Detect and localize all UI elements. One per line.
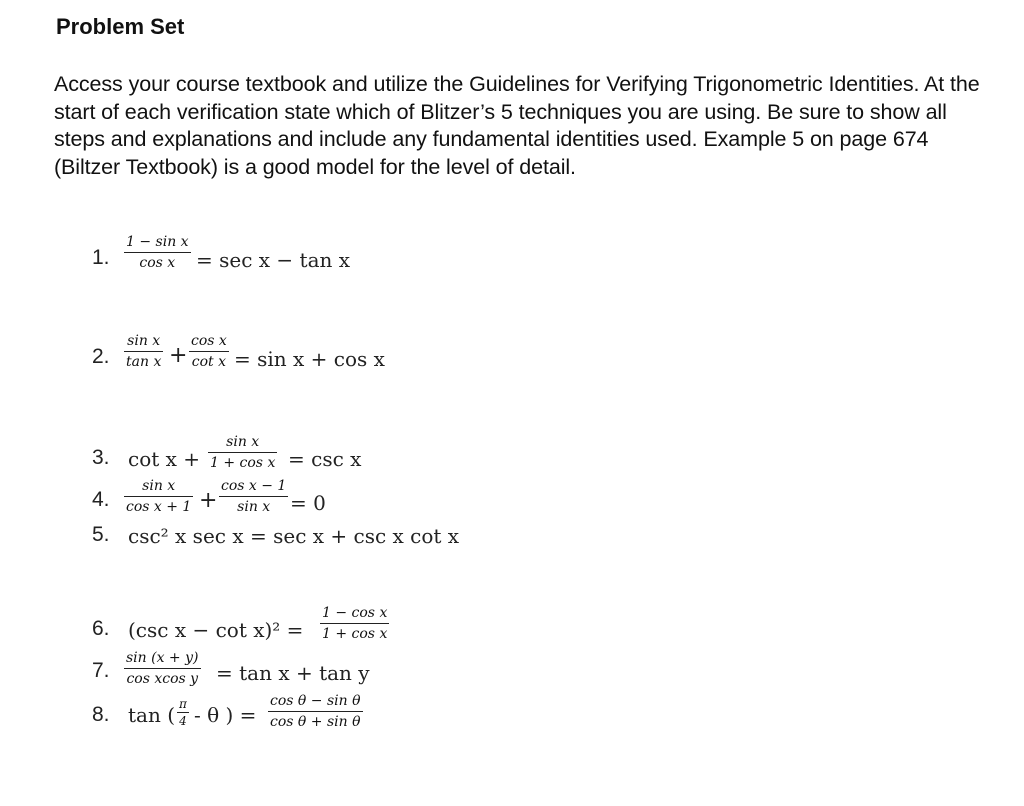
- right-hand-side: = csc x: [288, 447, 362, 471]
- left-hand-side: tan (: [128, 703, 176, 727]
- fraction: [189, 333, 229, 370]
- equation: csc² x sec x = sec x + csc x cot x: [128, 524, 460, 548]
- left-hand-side-end: - θ ) =: [194, 703, 257, 727]
- problem-number: 2.: [92, 345, 110, 368]
- numerator: 1 − sin x: [124, 234, 191, 253]
- numerator: π: [179, 697, 187, 711]
- fraction: [124, 333, 163, 370]
- left-hand-side: cot x +: [128, 447, 201, 471]
- denominator: 4: [179, 714, 187, 728]
- plus-sign: +: [169, 343, 188, 368]
- right-hand-side: = tan x + tan y: [216, 661, 370, 685]
- numerator: sin (x + y): [124, 650, 201, 669]
- numerator: 1 − cos x: [320, 605, 389, 624]
- right-hand-side: = sin x + cos x: [234, 347, 385, 371]
- numerator: sin x: [124, 333, 163, 352]
- problem-number: 7.: [92, 659, 110, 682]
- denominator: cot x: [191, 354, 227, 370]
- problem-number: 6.: [92, 617, 110, 640]
- instructions-paragraph: Access your course textbook and utilize the Guidelines for Verifying Trigonometric Identities. At the start of each verification state which of Blitzer’s 5 techniques you are using. Be sure to show all steps and explanations and include any fundamental identities used. Example 5 on page 674 (Biltzer Textbook) is a good model for the level of detail.: [54, 72, 980, 180]
- fraction: [320, 605, 389, 642]
- numerator: cos x − 1: [219, 478, 288, 497]
- pi-over-four: [177, 697, 189, 728]
- fraction: [208, 434, 277, 471]
- numerator: cos x: [189, 333, 229, 352]
- numerator: cos θ − sin θ: [268, 693, 363, 712]
- fraction: [268, 693, 363, 730]
- problem-number: 5.: [92, 523, 110, 546]
- numerator: sin x: [208, 434, 277, 453]
- denominator: cos xcos y: [126, 671, 199, 687]
- fraction: [124, 478, 193, 515]
- fraction: [219, 478, 288, 515]
- denominator: tan x: [126, 354, 162, 370]
- right-hand-side: = sec x − tan x: [196, 248, 351, 272]
- problem-number: 8.: [92, 703, 110, 726]
- right-hand-side: = 0: [290, 491, 326, 515]
- problem-number: 1.: [92, 246, 110, 269]
- denominator: cos x + 1: [126, 499, 192, 515]
- fraction: [124, 650, 201, 687]
- denominator: 1 + cos x: [210, 455, 276, 471]
- page-title: Problem Set: [56, 14, 185, 39]
- problem-number: 4.: [92, 488, 110, 511]
- numerator: sin x: [124, 478, 193, 497]
- denominator: sin x: [237, 499, 271, 515]
- plus-sign: +: [199, 488, 218, 513]
- fraction: [124, 234, 191, 271]
- denominator: cos x: [139, 255, 176, 271]
- left-hand-side: (csc x − cot x)² =: [128, 618, 304, 642]
- denominator: cos θ + sin θ: [270, 714, 361, 730]
- denominator: 1 + cos x: [322, 626, 388, 642]
- problem-number: 3.: [92, 446, 110, 469]
